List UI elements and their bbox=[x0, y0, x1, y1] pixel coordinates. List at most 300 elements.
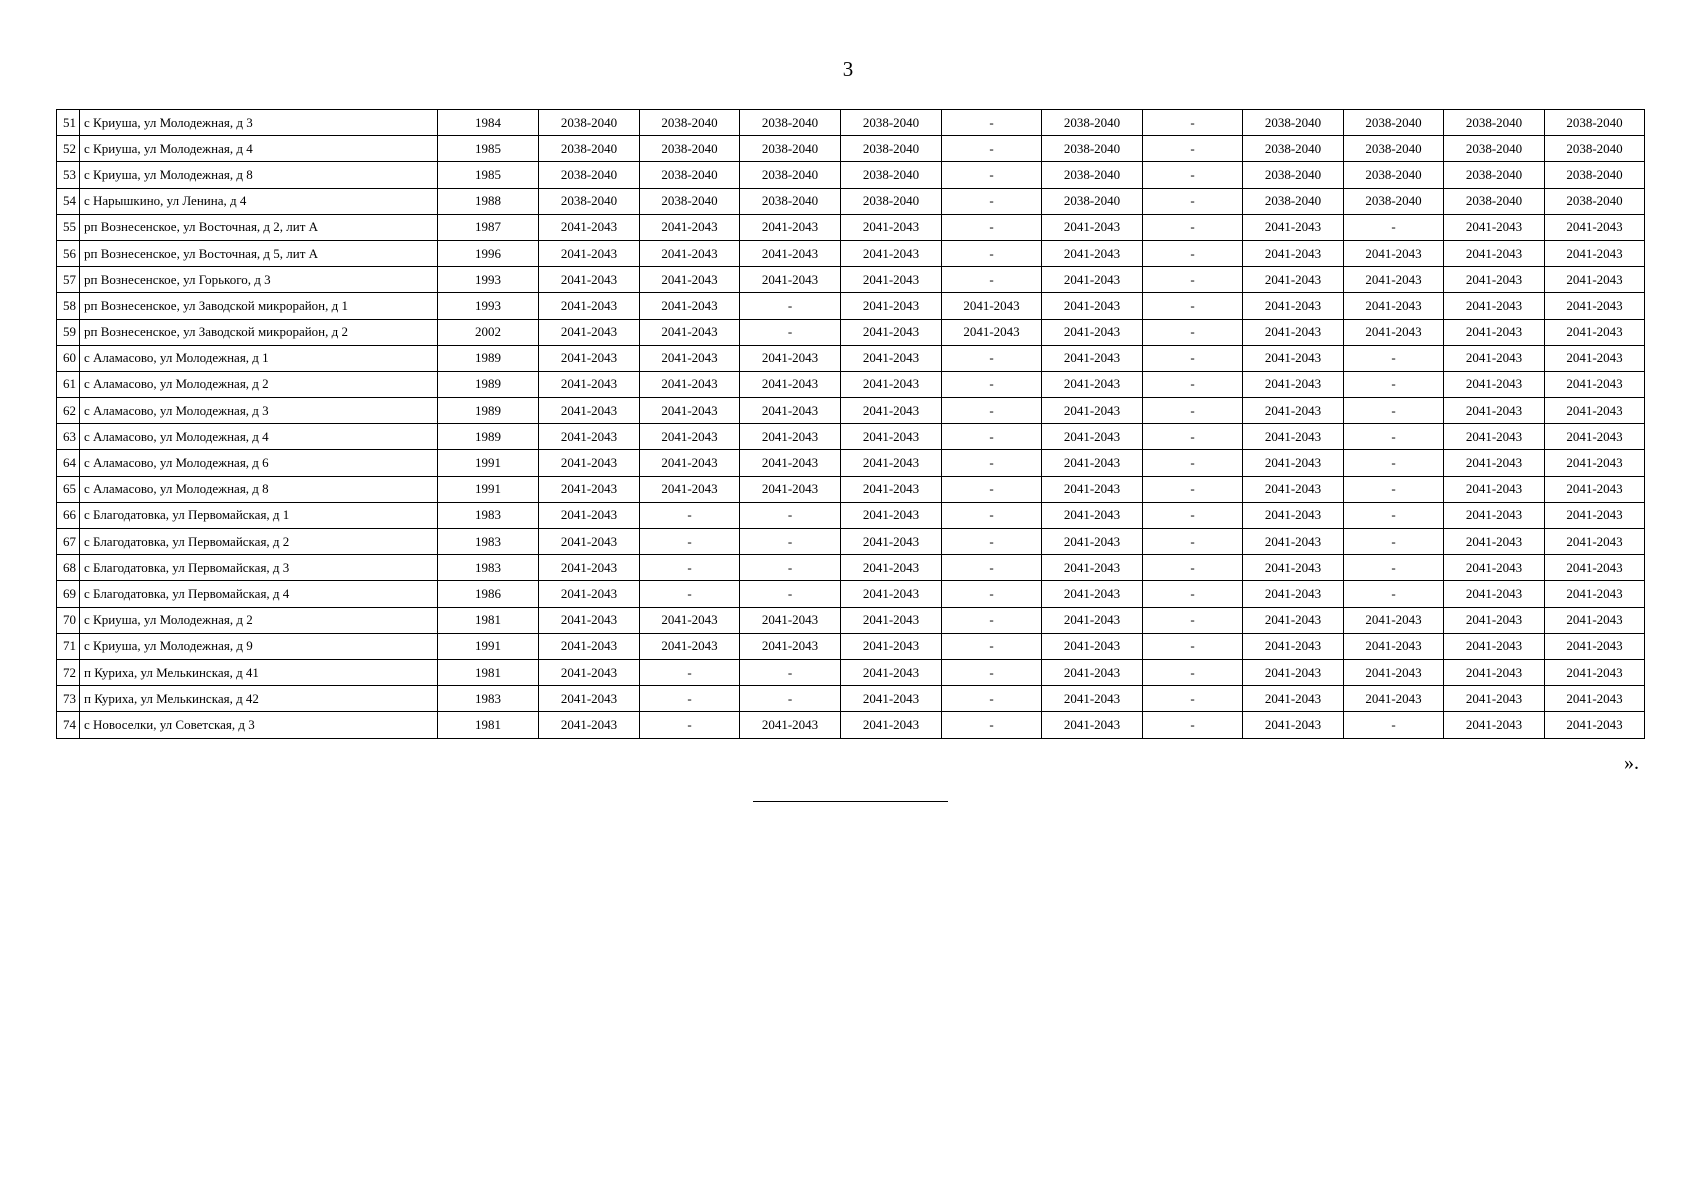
period-cell: 2038-2040 bbox=[841, 136, 942, 162]
period-cell: 2038-2040 bbox=[740, 136, 841, 162]
row-number-cell: 59 bbox=[57, 319, 80, 345]
period-cell: 2041-2043 bbox=[1243, 267, 1344, 293]
period-cell: 2041-2043 bbox=[1344, 267, 1444, 293]
table-row bbox=[57, 659, 1645, 685]
period-cell: 2041-2043 bbox=[1243, 712, 1344, 738]
period-cell: 2041-2043 bbox=[1042, 398, 1143, 424]
period-cell: - bbox=[1344, 371, 1444, 397]
period-cell: 2041-2043 bbox=[640, 240, 740, 266]
year-cell: 1989 bbox=[438, 398, 539, 424]
row-number-cell: 55 bbox=[57, 214, 80, 240]
address-cell: рп Вознесенское, ул Заводской микрорайон, д 1 bbox=[80, 293, 438, 319]
table-row bbox=[57, 162, 1645, 188]
period-cell: 2041-2043 bbox=[1042, 659, 1143, 685]
period-cell: 2041-2043 bbox=[1344, 293, 1444, 319]
period-cell: 2041-2043 bbox=[1444, 267, 1545, 293]
period-cell: - bbox=[740, 502, 841, 528]
period-cell: - bbox=[1344, 345, 1444, 371]
period-cell: 2041-2043 bbox=[841, 659, 942, 685]
row-number-cell: 56 bbox=[57, 240, 80, 266]
period-cell: 2041-2043 bbox=[1042, 450, 1143, 476]
table-row bbox=[57, 371, 1645, 397]
period-cell: 2041-2043 bbox=[1243, 581, 1344, 607]
row-number-cell: 62 bbox=[57, 398, 80, 424]
period-cell: 2041-2043 bbox=[1243, 555, 1344, 581]
period-cell: 2041-2043 bbox=[539, 424, 640, 450]
period-cell: 2041-2043 bbox=[1243, 450, 1344, 476]
period-cell: 2041-2043 bbox=[1545, 633, 1645, 659]
address-cell: п Куриха, ул Мелькинская, д 42 bbox=[80, 686, 438, 712]
table-row bbox=[57, 712, 1645, 738]
table-row bbox=[57, 686, 1645, 712]
row-number-cell: 66 bbox=[57, 502, 80, 528]
period-cell: - bbox=[1143, 529, 1243, 555]
period-cell: 2041-2043 bbox=[841, 529, 942, 555]
period-cell: - bbox=[1143, 659, 1243, 685]
table-row bbox=[57, 581, 1645, 607]
period-cell: - bbox=[1143, 267, 1243, 293]
period-cell: - bbox=[942, 450, 1042, 476]
period-cell: - bbox=[1143, 188, 1243, 214]
period-cell: - bbox=[740, 555, 841, 581]
period-cell: 2041-2043 bbox=[539, 267, 640, 293]
period-cell: 2041-2043 bbox=[841, 712, 942, 738]
row-number-cell: 68 bbox=[57, 555, 80, 581]
period-cell: 2041-2043 bbox=[841, 319, 942, 345]
period-cell: 2041-2043 bbox=[740, 214, 841, 240]
period-cell: 2041-2043 bbox=[1042, 712, 1143, 738]
table-row bbox=[57, 529, 1645, 555]
period-cell: 2041-2043 bbox=[841, 267, 942, 293]
period-cell: 2041-2043 bbox=[1444, 529, 1545, 555]
table-row bbox=[57, 398, 1645, 424]
period-cell: 2041-2043 bbox=[539, 686, 640, 712]
period-cell: 2041-2043 bbox=[539, 633, 640, 659]
period-cell: - bbox=[1344, 424, 1444, 450]
period-cell: 2041-2043 bbox=[841, 371, 942, 397]
period-cell: - bbox=[1143, 450, 1243, 476]
row-number-cell: 64 bbox=[57, 450, 80, 476]
period-cell: 2041-2043 bbox=[1042, 502, 1143, 528]
period-cell: 2041-2043 bbox=[1444, 633, 1545, 659]
period-cell: 2038-2040 bbox=[539, 188, 640, 214]
table-row bbox=[57, 607, 1645, 633]
address-cell: с Аламасово, ул Молодежная, д 6 bbox=[80, 450, 438, 476]
end-divider-line bbox=[753, 801, 948, 802]
period-cell: 2041-2043 bbox=[539, 293, 640, 319]
address-cell: с Новоселки, ул Советская, д 3 bbox=[80, 712, 438, 738]
period-cell: 2041-2043 bbox=[640, 476, 740, 502]
row-number-cell: 53 bbox=[57, 162, 80, 188]
period-cell: 2041-2043 bbox=[1243, 424, 1344, 450]
period-cell: 2041-2043 bbox=[1444, 398, 1545, 424]
period-cell: - bbox=[1143, 110, 1243, 136]
period-cell: 2038-2040 bbox=[841, 162, 942, 188]
period-cell: 2041-2043 bbox=[1444, 424, 1545, 450]
period-cell: 2041-2043 bbox=[1243, 659, 1344, 685]
period-cell: - bbox=[942, 529, 1042, 555]
period-cell: 2041-2043 bbox=[1344, 659, 1444, 685]
period-cell: 2041-2043 bbox=[1545, 476, 1645, 502]
period-cell: - bbox=[640, 686, 740, 712]
period-cell: 2041-2043 bbox=[539, 476, 640, 502]
period-cell: 2041-2043 bbox=[539, 529, 640, 555]
period-cell: 2041-2043 bbox=[539, 371, 640, 397]
period-cell: 2038-2040 bbox=[740, 162, 841, 188]
period-cell: - bbox=[1143, 136, 1243, 162]
year-cell: 1984 bbox=[438, 110, 539, 136]
period-cell: 2041-2043 bbox=[1243, 686, 1344, 712]
row-number-cell: 63 bbox=[57, 424, 80, 450]
period-cell: 2041-2043 bbox=[1444, 581, 1545, 607]
period-cell: 2041-2043 bbox=[1042, 424, 1143, 450]
period-cell: - bbox=[1143, 581, 1243, 607]
year-cell: 1991 bbox=[438, 450, 539, 476]
period-cell: 2041-2043 bbox=[1444, 502, 1545, 528]
address-cell: с Криуша, ул Молодежная, д 8 bbox=[80, 162, 438, 188]
period-cell: 2041-2043 bbox=[740, 450, 841, 476]
year-cell: 2002 bbox=[438, 319, 539, 345]
period-cell: - bbox=[942, 345, 1042, 371]
period-cell: - bbox=[640, 555, 740, 581]
period-cell: 2041-2043 bbox=[841, 502, 942, 528]
period-cell: 2041-2043 bbox=[640, 267, 740, 293]
period-cell: - bbox=[1143, 424, 1243, 450]
year-cell: 1986 bbox=[438, 581, 539, 607]
period-cell: 2041-2043 bbox=[539, 319, 640, 345]
closing-quote-mark: ». bbox=[1624, 752, 1639, 774]
period-cell: - bbox=[1344, 502, 1444, 528]
period-cell: - bbox=[1143, 555, 1243, 581]
period-cell: 2041-2043 bbox=[1344, 607, 1444, 633]
period-cell: 2041-2043 bbox=[1344, 319, 1444, 345]
year-cell: 1983 bbox=[438, 502, 539, 528]
period-cell: - bbox=[1143, 162, 1243, 188]
period-cell: - bbox=[640, 502, 740, 528]
period-cell: 2041-2043 bbox=[942, 293, 1042, 319]
period-cell: - bbox=[640, 712, 740, 738]
period-cell: - bbox=[1143, 633, 1243, 659]
row-number-cell: 72 bbox=[57, 659, 80, 685]
period-cell: 2041-2043 bbox=[539, 450, 640, 476]
period-cell: - bbox=[740, 529, 841, 555]
period-cell: 2038-2040 bbox=[1444, 162, 1545, 188]
row-number-cell: 51 bbox=[57, 110, 80, 136]
address-cell: рп Вознесенское, ул Горького, д 3 bbox=[80, 267, 438, 293]
period-cell: 2041-2043 bbox=[640, 319, 740, 345]
table-row bbox=[57, 502, 1645, 528]
period-cell: 2038-2040 bbox=[640, 110, 740, 136]
period-cell: 2041-2043 bbox=[1545, 607, 1645, 633]
period-cell: 2041-2043 bbox=[1042, 319, 1143, 345]
year-cell: 1993 bbox=[438, 293, 539, 319]
year-cell: 1983 bbox=[438, 555, 539, 581]
period-cell: 2041-2043 bbox=[740, 607, 841, 633]
table-row bbox=[57, 450, 1645, 476]
period-cell: - bbox=[740, 581, 841, 607]
address-cell: с Нарышкино, ул Ленина, д 4 bbox=[80, 188, 438, 214]
address-cell: с Благодатовка, ул Первомайская, д 3 bbox=[80, 555, 438, 581]
period-cell: 2038-2040 bbox=[1243, 162, 1344, 188]
period-cell: 2041-2043 bbox=[1545, 267, 1645, 293]
period-cell: 2041-2043 bbox=[1042, 633, 1143, 659]
address-cell: с Криуша, ул Молодежная, д 9 bbox=[80, 633, 438, 659]
period-cell: 2038-2040 bbox=[1243, 136, 1344, 162]
period-cell: - bbox=[942, 110, 1042, 136]
table-row bbox=[57, 136, 1645, 162]
period-cell: 2041-2043 bbox=[841, 293, 942, 319]
period-cell: 2041-2043 bbox=[1243, 529, 1344, 555]
year-cell: 1981 bbox=[438, 712, 539, 738]
period-cell: 2041-2043 bbox=[1545, 424, 1645, 450]
period-cell: 2041-2043 bbox=[1444, 555, 1545, 581]
period-cell: 2041-2043 bbox=[841, 607, 942, 633]
period-cell: 2041-2043 bbox=[841, 398, 942, 424]
period-cell: 2041-2043 bbox=[1042, 371, 1143, 397]
period-cell: 2041-2043 bbox=[1545, 555, 1645, 581]
period-cell: - bbox=[1344, 712, 1444, 738]
page-number: 3 bbox=[842, 57, 854, 81]
period-cell: 2038-2040 bbox=[841, 188, 942, 214]
period-cell: - bbox=[942, 502, 1042, 528]
address-cell: с Криуша, ул Молодежная, д 2 bbox=[80, 607, 438, 633]
period-cell: 2041-2043 bbox=[740, 345, 841, 371]
period-cell: 2041-2043 bbox=[740, 267, 841, 293]
period-cell: 2041-2043 bbox=[740, 424, 841, 450]
period-cell: 2038-2040 bbox=[1243, 110, 1344, 136]
period-cell: 2041-2043 bbox=[1444, 712, 1545, 738]
period-cell: - bbox=[1143, 476, 1243, 502]
period-cell: - bbox=[640, 659, 740, 685]
period-cell: 2038-2040 bbox=[1042, 110, 1143, 136]
period-cell: 2041-2043 bbox=[1444, 659, 1545, 685]
period-cell: - bbox=[1344, 529, 1444, 555]
period-cell: 2041-2043 bbox=[841, 450, 942, 476]
address-cell: с Аламасово, ул Молодежная, д 4 bbox=[80, 424, 438, 450]
period-cell: 2041-2043 bbox=[1545, 529, 1645, 555]
period-cell: - bbox=[1344, 398, 1444, 424]
address-cell: с Благодатовка, ул Первомайская, д 1 bbox=[80, 502, 438, 528]
period-cell: 2041-2043 bbox=[640, 345, 740, 371]
period-cell: - bbox=[740, 659, 841, 685]
period-cell: 2041-2043 bbox=[640, 424, 740, 450]
year-cell: 1981 bbox=[438, 607, 539, 633]
period-cell: 2041-2043 bbox=[841, 581, 942, 607]
period-cell: - bbox=[942, 424, 1042, 450]
period-cell: 2041-2043 bbox=[1545, 398, 1645, 424]
row-number-cell: 73 bbox=[57, 686, 80, 712]
year-cell: 1989 bbox=[438, 424, 539, 450]
period-cell: 2038-2040 bbox=[539, 136, 640, 162]
period-cell: 2041-2043 bbox=[640, 607, 740, 633]
row-number-cell: 57 bbox=[57, 267, 80, 293]
period-cell: 2041-2043 bbox=[1444, 371, 1545, 397]
period-cell: - bbox=[1143, 607, 1243, 633]
period-cell: 2041-2043 bbox=[1444, 450, 1545, 476]
year-cell: 1987 bbox=[438, 214, 539, 240]
address-cell: п Куриха, ул Мелькинская, д 41 bbox=[80, 659, 438, 685]
period-cell: 2041-2043 bbox=[1344, 633, 1444, 659]
year-cell: 1996 bbox=[438, 240, 539, 266]
period-cell: 2038-2040 bbox=[1444, 136, 1545, 162]
table-row bbox=[57, 424, 1645, 450]
period-cell: - bbox=[942, 659, 1042, 685]
row-number-cell: 71 bbox=[57, 633, 80, 659]
period-cell: 2041-2043 bbox=[1545, 371, 1645, 397]
period-cell: 2041-2043 bbox=[1243, 502, 1344, 528]
period-cell: - bbox=[942, 712, 1042, 738]
period-cell: 2041-2043 bbox=[1545, 502, 1645, 528]
period-cell: - bbox=[1143, 319, 1243, 345]
table-row bbox=[57, 214, 1645, 240]
period-cell: - bbox=[942, 607, 1042, 633]
period-cell: 2041-2043 bbox=[1545, 450, 1645, 476]
period-cell: 2041-2043 bbox=[1042, 345, 1143, 371]
row-number-cell: 60 bbox=[57, 345, 80, 371]
period-cell: 2041-2043 bbox=[539, 345, 640, 371]
period-cell: 2041-2043 bbox=[841, 633, 942, 659]
period-cell: 2041-2043 bbox=[1545, 581, 1645, 607]
period-cell: 2041-2043 bbox=[539, 607, 640, 633]
row-number-cell: 74 bbox=[57, 712, 80, 738]
period-cell: - bbox=[942, 240, 1042, 266]
period-cell: 2041-2043 bbox=[1444, 686, 1545, 712]
table-row bbox=[57, 476, 1645, 502]
period-cell: 2041-2043 bbox=[1444, 607, 1545, 633]
period-cell: - bbox=[942, 686, 1042, 712]
address-cell: с Криуша, ул Молодежная, д 3 bbox=[80, 110, 438, 136]
period-cell: 2041-2043 bbox=[1042, 476, 1143, 502]
period-cell: 2041-2043 bbox=[1042, 293, 1143, 319]
period-cell: - bbox=[942, 476, 1042, 502]
row-number-cell: 65 bbox=[57, 476, 80, 502]
period-cell: 2041-2043 bbox=[539, 659, 640, 685]
period-cell: 2041-2043 bbox=[740, 371, 841, 397]
period-cell: 2041-2043 bbox=[1243, 476, 1344, 502]
period-cell: 2038-2040 bbox=[1344, 162, 1444, 188]
period-cell: - bbox=[1344, 555, 1444, 581]
period-cell: - bbox=[1143, 293, 1243, 319]
row-number-cell: 58 bbox=[57, 293, 80, 319]
period-cell: 2041-2043 bbox=[1444, 319, 1545, 345]
period-cell: 2041-2043 bbox=[1444, 476, 1545, 502]
period-cell: 2038-2040 bbox=[1545, 110, 1645, 136]
table-body bbox=[57, 110, 1645, 739]
table-row bbox=[57, 555, 1645, 581]
year-cell: 1989 bbox=[438, 345, 539, 371]
period-cell: 2041-2043 bbox=[942, 319, 1042, 345]
address-cell: с Аламасово, ул Молодежная, д 1 bbox=[80, 345, 438, 371]
period-cell: 2041-2043 bbox=[1243, 214, 1344, 240]
period-cell: - bbox=[942, 214, 1042, 240]
period-cell: - bbox=[942, 633, 1042, 659]
period-cell: - bbox=[1143, 712, 1243, 738]
period-cell: 2038-2040 bbox=[1444, 188, 1545, 214]
period-cell: 2041-2043 bbox=[1545, 345, 1645, 371]
period-cell: 2038-2040 bbox=[539, 110, 640, 136]
address-cell: рп Вознесенское, ул Восточная, д 5, лит А bbox=[80, 240, 438, 266]
period-cell: 2041-2043 bbox=[539, 214, 640, 240]
period-cell: 2041-2043 bbox=[1243, 398, 1344, 424]
period-cell: 2038-2040 bbox=[539, 162, 640, 188]
year-cell: 1988 bbox=[438, 188, 539, 214]
year-cell: 1985 bbox=[438, 162, 539, 188]
period-cell: 2041-2043 bbox=[1344, 240, 1444, 266]
period-cell: - bbox=[942, 162, 1042, 188]
period-cell: 2041-2043 bbox=[1243, 319, 1344, 345]
row-number-cell: 67 bbox=[57, 529, 80, 555]
period-cell: 2041-2043 bbox=[1545, 712, 1645, 738]
period-cell: 2041-2043 bbox=[1444, 293, 1545, 319]
period-cell: 2041-2043 bbox=[1042, 607, 1143, 633]
period-cell: 2041-2043 bbox=[740, 633, 841, 659]
table-row bbox=[57, 293, 1645, 319]
period-cell: 2041-2043 bbox=[640, 214, 740, 240]
period-cell: 2038-2040 bbox=[640, 162, 740, 188]
period-cell: 2041-2043 bbox=[1243, 633, 1344, 659]
period-cell: 2041-2043 bbox=[640, 371, 740, 397]
row-number-cell: 52 bbox=[57, 136, 80, 162]
row-number-cell: 69 bbox=[57, 581, 80, 607]
period-cell: 2041-2043 bbox=[640, 293, 740, 319]
period-cell: 2038-2040 bbox=[1444, 110, 1545, 136]
period-cell: - bbox=[1344, 450, 1444, 476]
period-cell: - bbox=[942, 371, 1042, 397]
period-cell: 2041-2043 bbox=[841, 240, 942, 266]
period-cell: 2041-2043 bbox=[1042, 581, 1143, 607]
period-cell: 2041-2043 bbox=[740, 240, 841, 266]
year-cell: 1993 bbox=[438, 267, 539, 293]
period-cell: 2038-2040 bbox=[740, 110, 841, 136]
period-cell: 2038-2040 bbox=[1344, 188, 1444, 214]
period-cell: 2038-2040 bbox=[1545, 188, 1645, 214]
address-cell: рп Вознесенское, ул Заводской микрорайон, д 2 bbox=[80, 319, 438, 345]
period-cell: 2041-2043 bbox=[841, 555, 942, 581]
period-cell: 2041-2043 bbox=[1042, 214, 1143, 240]
period-cell: 2041-2043 bbox=[1243, 345, 1344, 371]
period-cell: - bbox=[1143, 214, 1243, 240]
period-cell: 2041-2043 bbox=[1344, 686, 1444, 712]
period-cell: - bbox=[740, 686, 841, 712]
period-cell: 2041-2043 bbox=[841, 424, 942, 450]
period-cell: - bbox=[1344, 476, 1444, 502]
period-cell: 2038-2040 bbox=[640, 188, 740, 214]
period-cell: 2041-2043 bbox=[740, 476, 841, 502]
period-cell: 2041-2043 bbox=[1545, 319, 1645, 345]
address-cell: с Криуша, ул Молодежная, д 4 bbox=[80, 136, 438, 162]
table-row bbox=[57, 633, 1645, 659]
period-cell: 2041-2043 bbox=[740, 712, 841, 738]
table-row bbox=[57, 188, 1645, 214]
period-cell: 2038-2040 bbox=[1545, 162, 1645, 188]
period-cell: - bbox=[1143, 240, 1243, 266]
period-cell: 2038-2040 bbox=[1243, 188, 1344, 214]
period-cell: - bbox=[1143, 398, 1243, 424]
year-cell: 1989 bbox=[438, 371, 539, 397]
period-cell: - bbox=[942, 267, 1042, 293]
period-cell: 2041-2043 bbox=[1243, 607, 1344, 633]
year-cell: 1985 bbox=[438, 136, 539, 162]
year-cell: 1991 bbox=[438, 476, 539, 502]
period-cell: - bbox=[1344, 581, 1444, 607]
period-cell: 2041-2043 bbox=[1545, 293, 1645, 319]
period-cell: - bbox=[1143, 345, 1243, 371]
period-cell: 2041-2043 bbox=[539, 712, 640, 738]
period-cell: 2038-2040 bbox=[740, 188, 841, 214]
table-row bbox=[57, 240, 1645, 266]
period-cell: 2041-2043 bbox=[1042, 529, 1143, 555]
period-cell: 2038-2040 bbox=[1042, 136, 1143, 162]
